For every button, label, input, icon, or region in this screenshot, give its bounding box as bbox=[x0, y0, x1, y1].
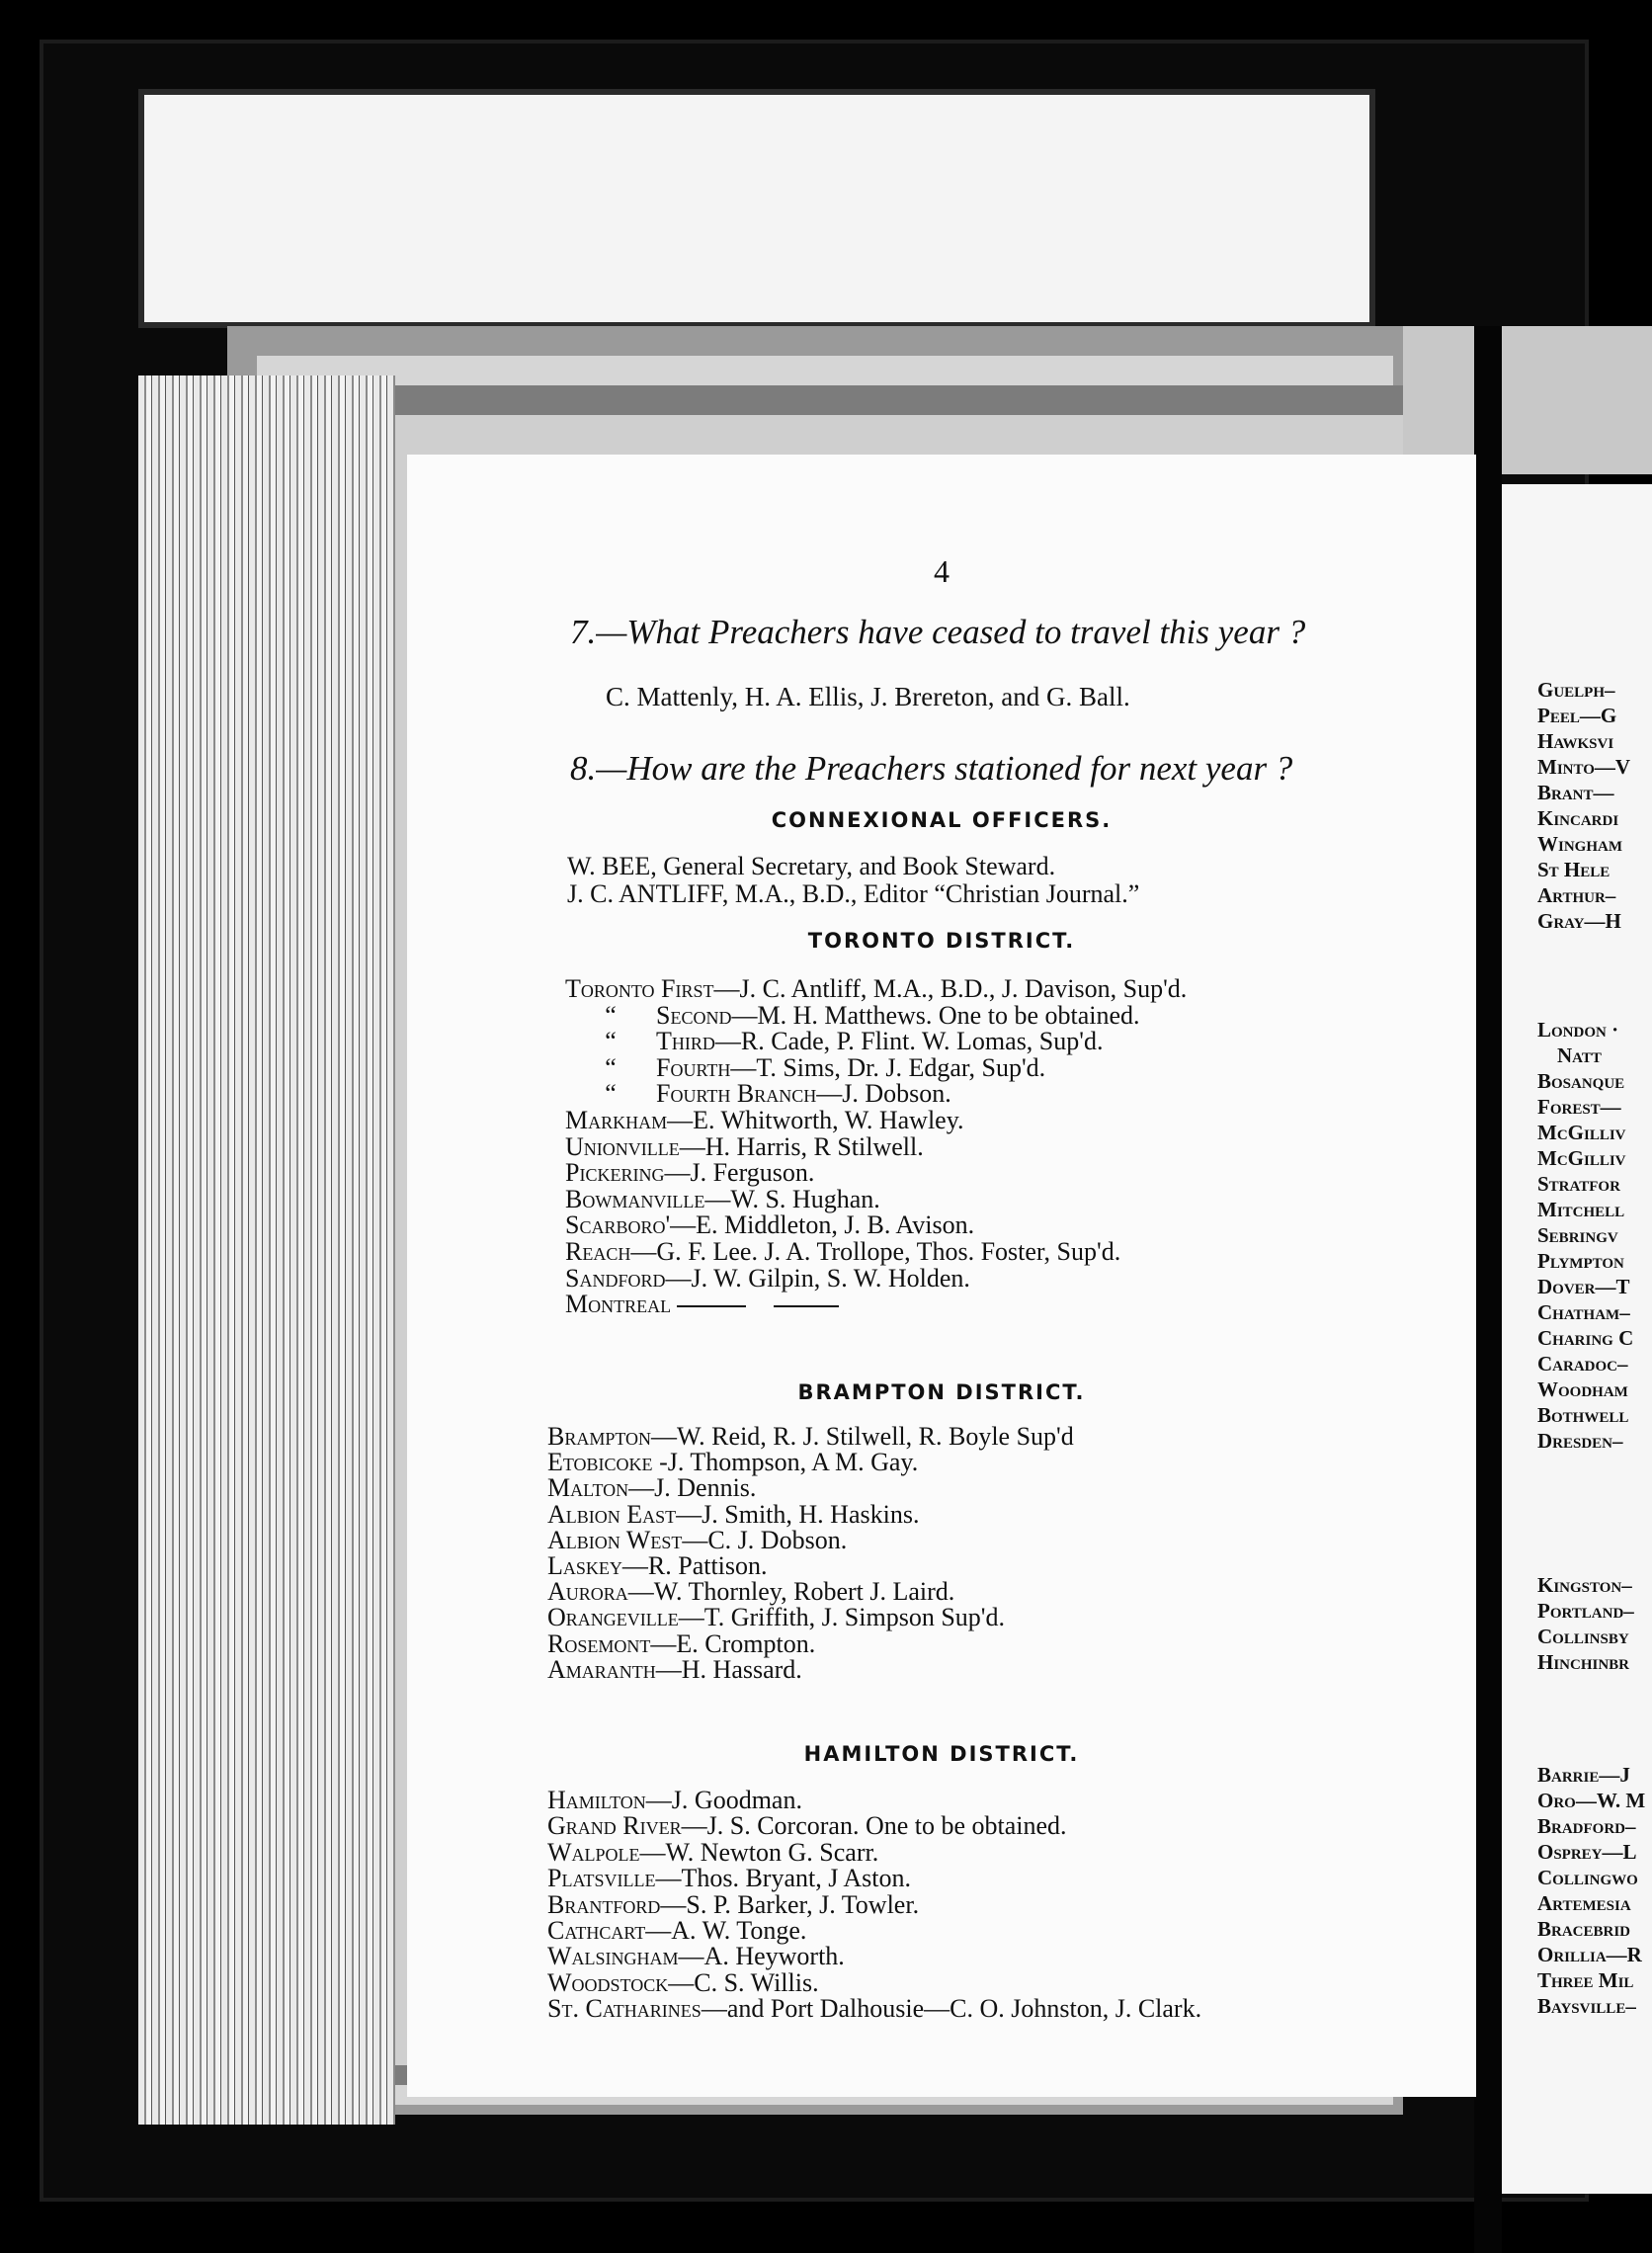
station-line bbox=[547, 1813, 1067, 1839]
station-line bbox=[547, 1475, 756, 1501]
station-place: Bowmanville bbox=[565, 1184, 705, 1213]
station-line bbox=[547, 1499, 920, 1529]
right-page-fragment: Chatham– bbox=[1537, 1300, 1630, 1324]
right-page-fragment: Artemesia bbox=[1537, 1891, 1631, 1915]
right-page-fragment: Guelph– bbox=[1537, 678, 1615, 702]
right-page-fragment: Bosanque bbox=[1537, 1069, 1625, 1093]
station-line bbox=[547, 1837, 879, 1867]
station-place: Aurora bbox=[547, 1577, 628, 1607]
station-place: Laskey bbox=[547, 1551, 622, 1580]
right-page-fragment: Bracebrid bbox=[1537, 1917, 1631, 1941]
station-place: Pickering bbox=[565, 1158, 665, 1188]
station-preachers: —J. Ferguson. bbox=[664, 1158, 815, 1188]
station-preachers: —W. Reid, R. J. Stilwell, R. Boyle Sup'd bbox=[651, 1422, 1074, 1451]
back-flap-page bbox=[138, 89, 1375, 328]
right-page-fragment: Arthur– bbox=[1537, 883, 1616, 907]
station-line bbox=[565, 1160, 814, 1186]
station-line bbox=[565, 1239, 1120, 1265]
right-page-fragment: Orillia—R bbox=[1537, 1943, 1642, 1966]
ditto-mark: “ bbox=[605, 1079, 617, 1109]
question-8: 8.—How are the Preachers stationed for next year ? bbox=[570, 749, 1293, 788]
station-line bbox=[565, 1184, 880, 1213]
right-page-fragment: Gray—H bbox=[1537, 909, 1621, 933]
station-preachers: —T. Griffith, J. Simpson Sup'd. bbox=[678, 1603, 1005, 1632]
right-page-fragment: St Hele bbox=[1537, 858, 1611, 881]
right-page-fragment: Forest— bbox=[1537, 1095, 1621, 1119]
right-page-fragment: Woodham bbox=[1537, 1377, 1628, 1401]
station-place: Markham bbox=[565, 1106, 668, 1134]
station-preachers: —Thos. Bryant, J Aston. bbox=[655, 1864, 912, 1893]
station-place: Second bbox=[656, 1000, 732, 1030]
station-line bbox=[547, 1628, 816, 1658]
station-preachers: —M. H. Matthews. One to be obtained. bbox=[731, 1000, 1140, 1030]
hamilton-district-heading: HAMILTON DISTRICT. bbox=[803, 1742, 1080, 1766]
station-place: Walpole bbox=[547, 1837, 640, 1867]
right-page-fragment: London · bbox=[1537, 1018, 1619, 1042]
right-page-fragment: Charing C bbox=[1537, 1326, 1634, 1350]
right-page-fragment: Hawksvi bbox=[1537, 729, 1614, 753]
station-preachers: —W. Newton G. Scarr. bbox=[639, 1837, 879, 1867]
right-page-fragment: Dover—T bbox=[1537, 1275, 1630, 1298]
station-line bbox=[565, 1081, 951, 1107]
station-line bbox=[547, 1788, 802, 1813]
station-line bbox=[565, 1263, 970, 1293]
station-preachers: —T. Sims, Dr. J. Edgar, Sup'd. bbox=[730, 1052, 1046, 1082]
station-place: Brampton bbox=[547, 1422, 652, 1451]
right-page-fragment: Kincardi bbox=[1537, 806, 1619, 830]
station-line bbox=[547, 1996, 1201, 2022]
station-preachers: —A. W. Tonge. bbox=[645, 1916, 807, 1945]
right-page-fragment: Sebringv bbox=[1537, 1223, 1618, 1247]
station-preachers: —J. Smith, H. Haskins. bbox=[676, 1499, 920, 1529]
right-page-fragment: Caradoc– bbox=[1537, 1352, 1628, 1376]
blank-dashes bbox=[677, 1292, 839, 1317]
right-page-fragment: Peel—G bbox=[1537, 704, 1617, 727]
station-preachers: —W. S. Hughan. bbox=[704, 1184, 880, 1213]
station-line bbox=[565, 1108, 964, 1133]
station-line bbox=[547, 1866, 911, 1891]
right-page-fragment: Oro—W. M bbox=[1537, 1789, 1646, 1812]
station-place: Scarboro' bbox=[565, 1210, 671, 1240]
book-gutter bbox=[1474, 326, 1502, 2253]
station-preachers: —R. Cade, P. Flint. W. Lomas, Sup'd. bbox=[714, 1027, 1104, 1056]
station-place: Toronto First bbox=[565, 974, 714, 1003]
right-page-fragment: Minto—V bbox=[1537, 755, 1631, 779]
station-place: Walsingham bbox=[547, 1942, 679, 1971]
station-preachers: —E. Whitworth, W. Hawley. bbox=[667, 1106, 964, 1134]
right-page-fragment: Barrie—J bbox=[1537, 1763, 1630, 1787]
answer-7: C. Mattenly, H. A. Ellis, J. Brereton, and G. Ball. bbox=[606, 682, 1130, 711]
right-page-fragment: Hinchinbr bbox=[1537, 1650, 1630, 1674]
station-line bbox=[547, 1579, 954, 1605]
station-line bbox=[547, 1889, 920, 1919]
right-page-fragment: Collinsby bbox=[1537, 1625, 1629, 1648]
right-page-fragment: Portland– bbox=[1537, 1599, 1634, 1623]
right-page-fragment: Three Mil bbox=[1537, 1968, 1634, 1992]
station-place: Orangeville bbox=[547, 1603, 679, 1632]
station-preachers: —J. Dobson. bbox=[816, 1079, 951, 1109]
station-place: Unionville bbox=[565, 1131, 680, 1161]
station-preachers: —E. Crompton. bbox=[650, 1628, 816, 1658]
right-page-top bbox=[1403, 326, 1652, 474]
station-place: Fourth bbox=[656, 1052, 731, 1082]
station-line bbox=[565, 1000, 1140, 1030]
station-line bbox=[547, 1525, 848, 1554]
station-preachers: —J. S. Corcoran. One to be obtained. bbox=[681, 1811, 1067, 1841]
station-place: Reach bbox=[565, 1237, 631, 1266]
station-preachers: —H. Hassard. bbox=[655, 1654, 802, 1684]
station-place: Amaranth bbox=[547, 1654, 656, 1684]
station-place: Hamilton bbox=[547, 1786, 646, 1814]
right-page-fragment: Brant— bbox=[1537, 781, 1614, 804]
station-preachers: —A. Heyworth. bbox=[678, 1942, 845, 1971]
station-place: Sandford bbox=[565, 1263, 666, 1293]
station-line bbox=[547, 1450, 918, 1475]
station-place: Third bbox=[656, 1027, 715, 1056]
station-line bbox=[547, 1605, 1005, 1630]
station-place: Etobicoke bbox=[547, 1448, 653, 1477]
station-preachers: —S. P. Barker, J. Towler. bbox=[660, 1889, 920, 1919]
station-line bbox=[547, 1553, 768, 1579]
brampton-district-heading: BRAMPTON DISTRICT. bbox=[797, 1380, 1086, 1404]
station-line bbox=[565, 976, 1187, 1002]
station-preachers: —G. F. Lee. J. A. Trollope, Thos. Foster, Sup'd. bbox=[630, 1237, 1121, 1266]
station-preachers: —J. Dennis. bbox=[628, 1473, 757, 1503]
station-line bbox=[565, 1131, 924, 1161]
right-page-fragment: Bothwell bbox=[1537, 1403, 1629, 1427]
station-place: Platsville bbox=[547, 1864, 656, 1893]
station-line bbox=[547, 1967, 819, 1997]
page-edges bbox=[138, 376, 395, 2125]
station-place: Malton bbox=[547, 1473, 629, 1503]
station-line bbox=[565, 1292, 839, 1317]
station-line bbox=[565, 1029, 1103, 1054]
right-page-fragment: McGilliv bbox=[1537, 1121, 1626, 1144]
right-page-fragment: Baysville– bbox=[1537, 1994, 1636, 2018]
station-place: Rosemont bbox=[547, 1628, 651, 1658]
right-page-fragment: Mitchell bbox=[1537, 1198, 1625, 1221]
station-preachers: —W. Thornley, Robert J. Laird. bbox=[627, 1577, 955, 1607]
station-preachers: -J. Thompson, A M. Gay. bbox=[652, 1448, 919, 1477]
station-preachers: —J. Goodman. bbox=[645, 1786, 802, 1814]
question-7: 7.—What Preachers have ceased to travel this year ? bbox=[570, 613, 1306, 651]
station-preachers: —J. W. Gilpin, S. W. Holden. bbox=[665, 1263, 970, 1293]
station-place: St. Catharines bbox=[547, 1994, 702, 2024]
right-page-fragment: McGilliv bbox=[1537, 1146, 1626, 1170]
right-page-fragment: Natt bbox=[1557, 1043, 1602, 1067]
station-line bbox=[547, 1918, 806, 1944]
station-place: Brantford bbox=[547, 1889, 661, 1919]
page-number: 4 bbox=[934, 553, 950, 589]
station-preachers: —C. J. Dobson. bbox=[682, 1525, 848, 1554]
document-page bbox=[407, 455, 1476, 2097]
station-place: Fourth Branch bbox=[656, 1079, 817, 1109]
station-line bbox=[547, 1654, 802, 1684]
station-preachers: —H. Harris, R Stilwell. bbox=[679, 1131, 924, 1161]
station-line bbox=[547, 1944, 845, 1969]
station-line bbox=[547, 1424, 1074, 1450]
station-line bbox=[565, 1212, 974, 1238]
right-page-fragment: Dresden– bbox=[1537, 1429, 1623, 1453]
right-page-fragment: Stratfor bbox=[1537, 1172, 1620, 1196]
station-preachers: —C. S. Willis. bbox=[668, 1967, 819, 1997]
right-page-fragment: Plympton bbox=[1537, 1249, 1624, 1273]
station-preachers: —and Port Dalhousie—C. O. Johnston, J. Clark. bbox=[701, 1994, 1202, 2024]
station-place: Albion East bbox=[547, 1499, 677, 1529]
right-page-fragment: Wingham bbox=[1537, 832, 1622, 856]
station-place: Montreal bbox=[565, 1290, 672, 1319]
right-page-fragment: Osprey—L bbox=[1537, 1840, 1637, 1864]
officer-line: J. C. ANTLIFF, M.A., B.D., Editor “Christian Journal.” bbox=[567, 879, 1140, 908]
right-page-fragment: Collingwo bbox=[1537, 1866, 1638, 1889]
station-preachers: —E. Middleton, J. B. Avison. bbox=[670, 1210, 975, 1240]
station-preachers: —J. C. Antliff, M.A., B.D., J. Davison, Sup'd. bbox=[713, 974, 1188, 1003]
station-place: Cathcart bbox=[547, 1916, 646, 1945]
station-place: Grand River bbox=[547, 1811, 682, 1841]
ditto-mark: “ bbox=[605, 1027, 617, 1056]
station-place: Albion West bbox=[547, 1525, 683, 1554]
station-place: Woodstock bbox=[547, 1967, 669, 1997]
ditto-mark: “ bbox=[605, 1000, 617, 1030]
right-page-fragment: Bradford– bbox=[1537, 1814, 1636, 1838]
ditto-mark: “ bbox=[605, 1052, 617, 1082]
right-page-fragment: Kingston– bbox=[1537, 1573, 1632, 1597]
officer-line: W. BEE, General Secretary, and Book Steward. bbox=[567, 852, 1056, 880]
station-preachers: —R. Pattison. bbox=[621, 1551, 768, 1580]
connexional-officers-heading: CONNEXIONAL OFFICERS. bbox=[771, 808, 1113, 832]
toronto-district-heading: TORONTO DISTRICT. bbox=[807, 929, 1076, 953]
station-line bbox=[565, 1052, 1046, 1082]
